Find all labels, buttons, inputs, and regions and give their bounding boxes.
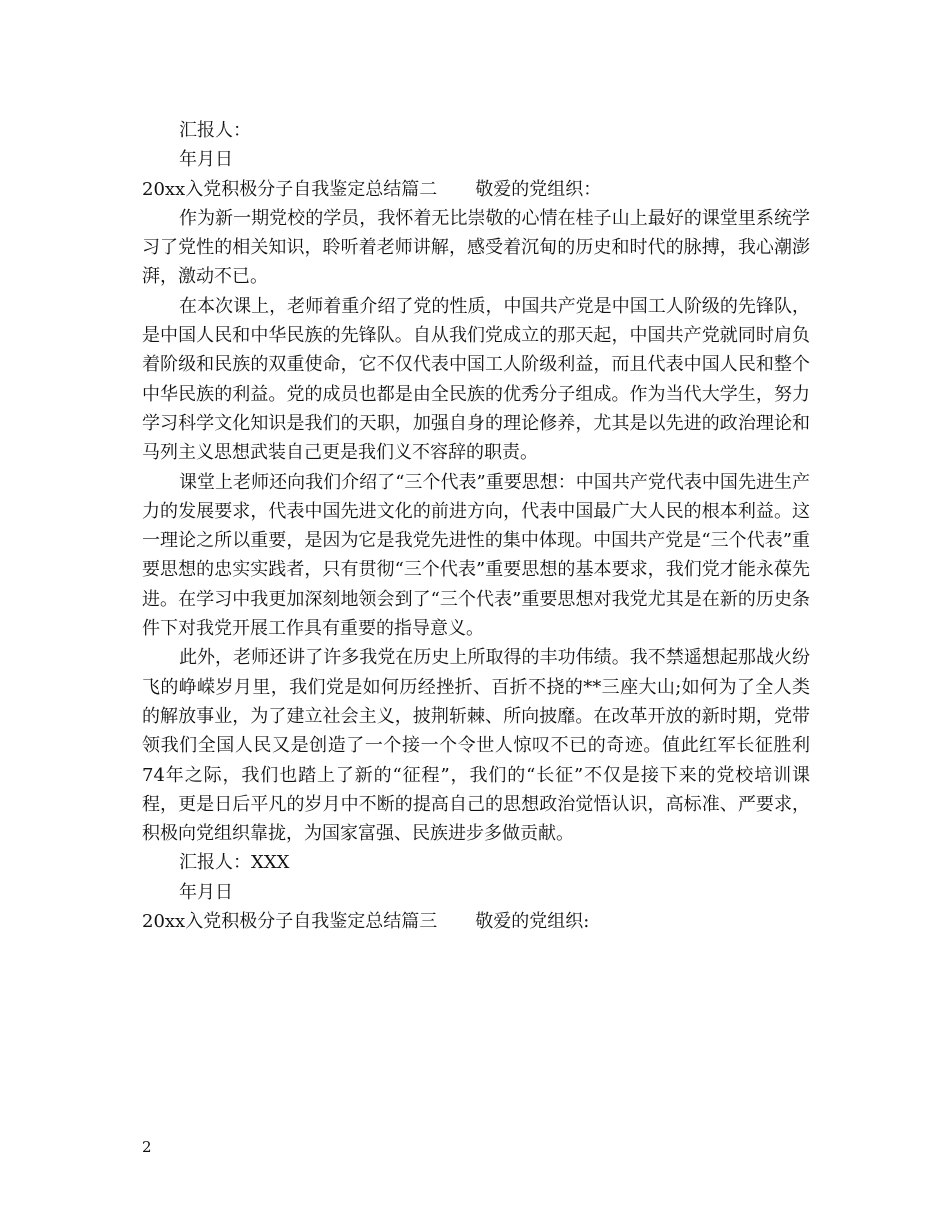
reporter-line: 汇报人： [179, 120, 251, 141]
date-line: 年月日 [179, 149, 233, 171]
page-number: 2 [142, 1138, 152, 1156]
section-heading-2 [142, 175, 810, 204]
reporter-line: 汇报人：XXX [179, 852, 290, 874]
body-paragraph: 此外，老师还讲了许多我党在历史上所取得的丰功伟绩。我不禁遥想起那战火纷飞的峥嵘岁月里，我们党是如何历经挫折、百折不挠的**三座大山;如何为了全人类的解放事业，为了建立社会主义，披荆斩棘、所向披靡。在改革开放的新时期，党带领我们全国人民又是创造了一个接一个令世人惊叹不已的奇迹。值此红军长征胜利74年之际，我们也踏上了新的“征程”，我们的“长征”不仅是接下来的党校培训课程，更是日后平凡的岁月中不断的提高自己的思想政治觉悟认识，高标准、严要求，积极向党组织靠拢，为国家富强、民族进步多做贡献。 [142, 647, 810, 845]
body-paragraph: 课堂上老师还向我们介绍了“三个代表”重要思想：中国共产党代表中国先进生产力的发展要求，代表中国先进文化的前进方向，代表中国最广大人民的根本利益。这一理论之所以重要，是因为它是我党先进性的集中体现。中国共产党是“三个代表”重要思想的忠实实践者，只有贯彻“三个代表”重要思想的基本要求，我们党才能永葆先进。在学习中我更加深刻地领会到了“三个代表”重要思想对我党尤其是在新的历史条件下对我党开展工作具有重要的指导意义。 [142, 471, 810, 640]
salutation: 敬爱的党组织： [475, 178, 602, 200]
section-heading-3 [142, 907, 810, 936]
section-title: 20xx入党积极分子自我鉴定总结篇三 [142, 911, 438, 933]
date-line: 年月日 [179, 881, 233, 903]
body-paragraph: 在本次课上，老师着重介绍了党的性质，中国共产党是中国工人阶级的先锋队，是中国人民和中华民族的先锋队。自从我们党成立的那天起，中国共产党就同时肩负着阶级和民族的双重使命，它不仅代表中国工人阶级利益，而且代表中国人民和整个中华民族的利益。党的成员也都是由全民族的优秀分子组成。作为当代大学生，努力学习科学文化知识是我们的天职，加强自身的理论修养，尤其是以先进的政治理论和马列主义思想武装自己更是我们义不容辞的职责。 [142, 295, 810, 464]
document-body [142, 116, 810, 936]
body-paragraph: 作为新一期党校的学员，我怀着无比崇敬的心情在桂子山上最好的课堂里系统学习了党性的相关知识，聆听着老师讲解，感受着沉甸的历史和时代的脉搏，我心潮澎湃，激动不已。 [142, 207, 810, 288]
salutation: 敬爱的党组织: [475, 911, 590, 933]
section-title: 20xx入党积极分子自我鉴定总结篇二 [142, 178, 438, 200]
